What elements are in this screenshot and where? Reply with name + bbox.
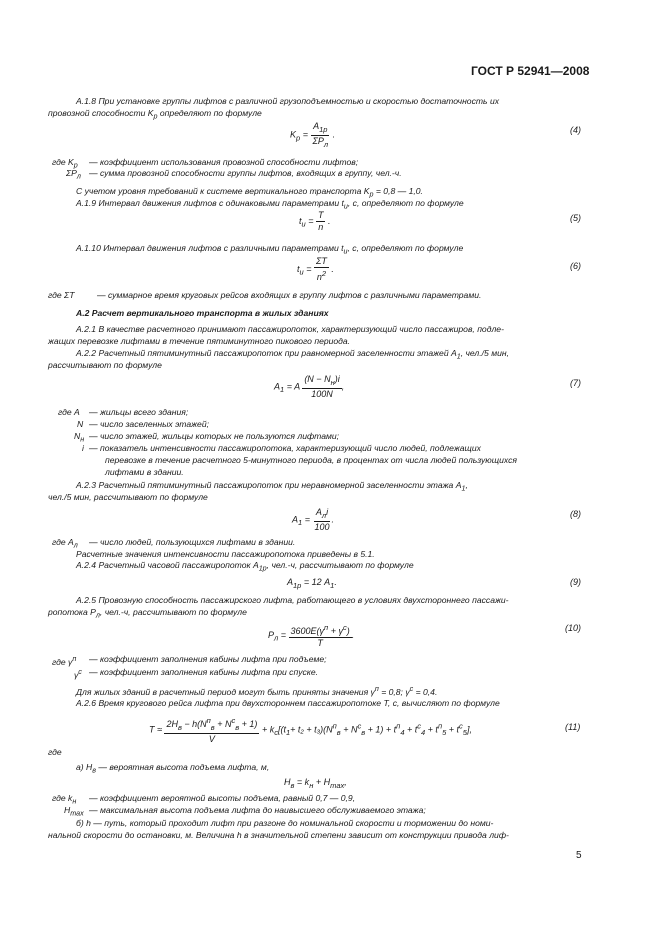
paragraph-a26: А.2.6 Время кругового рейса лифта при двухстороннем пассажиропотоке T, с, вычисляют по формуле: [76, 698, 500, 708]
formula-4: $K_р$ = $\frac{A_{1р}}{\Sigma P_л}$ .: [290, 121, 336, 149]
requirement-line: С учетом уровня требований к системе вертикального транспорта $K_р = 0,8$ — 1,0.: [76, 186, 423, 199]
where-gamma-p-text: — коэффициент заполнения кабины лифта при подъеме;: [89, 654, 327, 664]
paragraph-a19: А.1.9 Интервал движения лифтов с одинаковыми параметрами $t_u$, с, определяют по формуле: [76, 198, 464, 211]
formula-8: $A_1$ = $\frac{A_лi}{100}$ .: [292, 507, 334, 532]
where-sumt-symbol: где ΣT: [48, 290, 75, 300]
formula-10: $P_л$ = $\frac{3600E(\gamma^п + \gamma^с)}{T}$ .: [268, 623, 355, 648]
formula-h: $H_в = k_н + H_{max}$,: [284, 777, 347, 790]
residential-values: Для жилых зданий в расчетный период могут быть приняты значения $\gamma^п = 0,8$; $\gamma^с = 0,4$.: [76, 685, 438, 697]
formula-6: $t_u$ = $\frac{\Sigma T}{n^2}$ .: [297, 256, 334, 282]
where-n-symbol: N: [77, 419, 84, 429]
document-header: ГОСТ Р 52941—2008: [471, 64, 590, 78]
paragraph-a23-line2: чел./5 мин, рассчитывают по формуле: [48, 492, 208, 502]
where-sump-symbol: $\Sigma P_л$: [66, 168, 81, 181]
where-al-text: — число людей, пользующихся лифтами в здании.: [89, 537, 296, 547]
page-number: 5: [576, 850, 582, 861]
where-nn-symbol: $N_н$: [74, 431, 85, 444]
where-gamma-c-text: — коэффициент заполнения кабины лифта при спуске.: [89, 667, 319, 677]
where-al-symbol: где $A_л$: [52, 537, 78, 550]
paragraph-a24: А.2.4 Расчетный часовой пассажиропоток $A_{1р}$, чел.-ч, рассчитывают по формуле: [76, 560, 414, 573]
where-label: где: [48, 747, 62, 757]
formula-7: $A_1 = A$ $\frac{(N - N_н)i}{100N}$ ,: [274, 374, 345, 399]
formula-7-number: (7): [570, 378, 581, 388]
values-reference: Расчетные значения интенсивности пассажиропотока приведены в 5.1.: [76, 549, 375, 559]
paragraph-a110: А.1.10 Интервал движения лифтов с различными параметрами $t_u$, с, определяют по формуле: [76, 243, 464, 256]
formula-5: $t_u$ = $\frac{T}{n}$ .: [299, 210, 331, 232]
where-gamma-c-symbol: $\gamma^с$: [74, 668, 82, 680]
item-a: а) $H_в$ — вероятная высота подъема лифта, м,: [76, 762, 270, 775]
where-gamma-p-symbol: где $\gamma^п$: [52, 655, 77, 667]
paragraph-a18-line1: А.1.8 При установке группы лифтов с различной грузоподъемностью и скоростью достаточность их: [76, 96, 500, 106]
where-sump-text: — сумма провозной способности группы лифтов, входящих в группу, чел.-ч.: [89, 168, 402, 178]
where-i-text-line1: — показатель интенсивности пассажиропотока, характеризующий число людей, подлежащих: [89, 443, 481, 453]
paragraph-a25-line2: ропотока $P_л$, чел.-ч, рассчитывают по формуле: [48, 607, 247, 620]
where-hmax-text: — максимальная высота подъема лифта до наивысшего обслуживаемого этажа;: [89, 805, 426, 815]
paragraph-a22-line1: А.2.2 Расчетный пятиминутный пассажиропоток при равномерной заселенности этажей $A_1$, чел./5 мин,: [76, 348, 509, 361]
formula-11-number: (11): [565, 722, 581, 732]
where-i-text-line3: лифтами в здании.: [105, 467, 184, 477]
formula-5-number: (5): [570, 213, 581, 223]
item-b-line2: нальной скорости до остановки, м. Величина h в значительной степени зависит от конструкции привода лиф-: [48, 830, 509, 840]
paragraph-a23-line1: А.2.3 Расчетный пятиминутный пассажиропоток при неравномерной заселенности этажа $A_1$,: [76, 480, 468, 493]
paragraph-a21-line2: жащих перевозке лифтами в течение пятиминутного пикового периода.: [48, 336, 351, 346]
formula-4-number: (4): [570, 125, 581, 135]
where-a-text: — жильцы всего здания;: [89, 407, 189, 417]
where-i-text-line2: перевозке в течение расчетного 5-минутного периода, в процентах от числа людей пользующихся: [105, 455, 517, 465]
formula-9-number: (9): [570, 577, 581, 587]
where-a-symbol: где A: [58, 407, 80, 417]
item-b-line1: б) h — путь, который проходит лифт при разгоне до номинальной скорости и торможении до номи-: [76, 818, 494, 828]
where-kp-symbol: где $K_р$: [52, 157, 78, 170]
formula-8-number: (8): [570, 509, 581, 519]
paragraph-a21-line1: А.2.1 В качестве расчетного принимают пассажиропоток, характеризующий число пассажиров, подле-: [76, 324, 504, 334]
where-sumt-text: — суммарное время круговых рейсов входящих в группу лифтов с различными параметрами.: [97, 290, 482, 300]
formula-10-number: (10): [565, 623, 582, 633]
paragraph-a22-line2: рассчитывают по формуле: [48, 360, 162, 370]
where-kn-symbol: где $k_н$: [52, 793, 77, 806]
formula-9: $A_{1р} = 12$ $A_1$.: [287, 577, 337, 590]
formula-6-number: (6): [570, 261, 581, 271]
where-kn-text: — коэффициент вероятной высоты подъема, равный 0,7 — 0,9,: [89, 793, 356, 803]
paragraph-a25-line1: А.2.5 Провозную способность пассажирского лифта, работающего в условиях двухстороннего пассажи-: [76, 595, 509, 605]
where-kp-text: — коэффициент использования провозной способности лифтов;: [89, 157, 359, 167]
paragraph-a18-line2: провозной способности $K_р$ определяют по формуле: [48, 108, 262, 121]
where-nn-text: — число этажей, жильцы которых не пользуются лифтами;: [89, 431, 340, 441]
section-a2-title: А.2 Расчет вертикального транспорта в жилых зданиях: [76, 308, 329, 318]
where-hmax-symbol: $H_{max}$: [64, 805, 84, 818]
where-n-text: — число заселенных этажей;: [89, 419, 210, 429]
where-i-symbol: i: [82, 443, 84, 453]
formula-11: T ≈ $\frac{2H_в - h(N^п_в + N^с_в + 1)}{V}$ + $k_с[(t_1+ t_2 + t_3)(N^п_в + N^с_в + 1) + t^п_4 + t^с_4 + t^п_5 + t^с_5]$,: [149, 716, 472, 744]
